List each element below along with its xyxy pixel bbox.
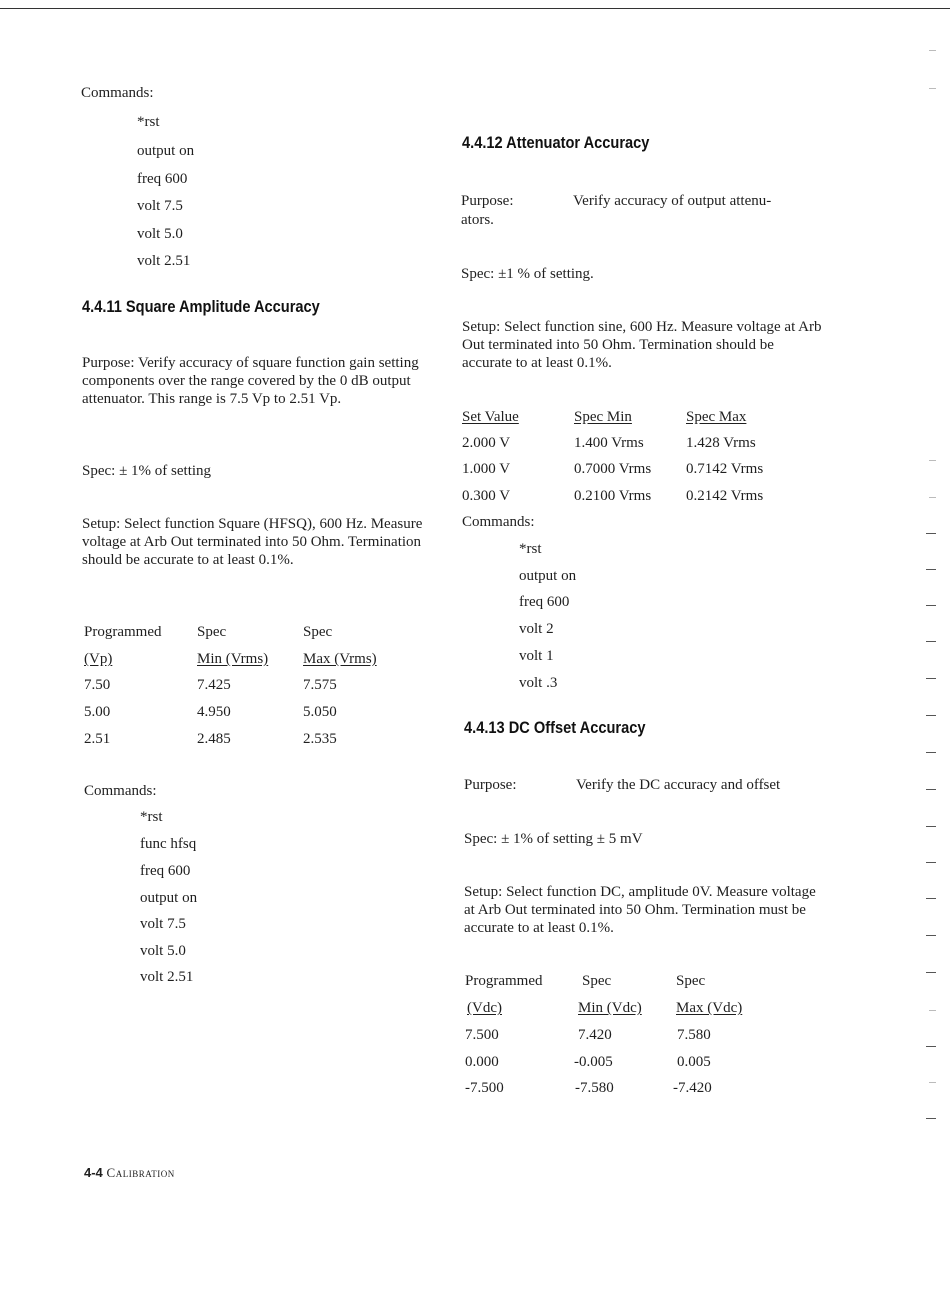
table-header: Min (Vdc) <box>578 1000 642 1016</box>
spec-line: Spec: ±1 % of setting. <box>461 266 594 282</box>
section-heading: 4.4.13 DC Offset Accuracy <box>464 718 646 737</box>
command-item: volt 2.51 <box>140 969 194 985</box>
command-item: volt 2 <box>519 621 554 637</box>
footer-section-title: Calibration <box>106 1165 175 1180</box>
table-header: Max (Vrms) <box>303 651 377 667</box>
margin-tick <box>929 497 936 498</box>
table-cell: 0.300 V <box>462 488 511 504</box>
spec-line: Spec: ± 1% of setting <box>82 463 212 479</box>
table-cell: 0.005 <box>677 1054 711 1070</box>
command-item: volt 1 <box>519 648 554 664</box>
table-header: Spec Min <box>574 409 632 425</box>
command-item: freq 600 <box>140 863 191 879</box>
table-cell: 7.420 <box>578 1027 612 1043</box>
margin-tick <box>926 678 936 679</box>
margin-tick <box>926 898 936 899</box>
margin-tick <box>926 972 936 973</box>
table-cell: 2.485 <box>197 731 231 747</box>
table-cell: 0.2100 Vrms <box>574 488 652 504</box>
table-cell: -0.005 <box>574 1054 613 1070</box>
command-item: output on <box>519 568 577 584</box>
purpose-paragraph: Purpose: Verify accuracy of square function gain setting components over the range covered by the 0 dB output attenuator. This range is 7.5 Vp to 2.51 Vp. <box>82 355 419 408</box>
table-cell: 1.428 Vrms <box>686 435 756 451</box>
margin-tick <box>926 935 936 936</box>
purpose-text: ators. <box>461 212 494 228</box>
command-item: output on <box>137 143 195 159</box>
command-item: *rst <box>137 114 160 130</box>
command-item: freq 600 <box>137 171 188 187</box>
setup-paragraph: Setup: Select function DC, amplitude 0V. Measure voltage at Arb Out terminated into 50 Ohm. Termination must be accurate to at least 0.1%. <box>464 884 816 937</box>
margin-tick <box>926 641 936 642</box>
setup-paragraph: Setup: Select function Square (HFSQ), 600 Hz. Measure voltage at Arb Out terminated into 50 Ohm. Termination should be accurate to at least 0.1%. <box>82 516 423 569</box>
spec-line: Spec: ± 1% of setting ± 5 mV <box>464 831 643 847</box>
table-cell: 5.050 <box>303 704 337 720</box>
table-cell: -7.500 <box>465 1080 504 1096</box>
commands-label: Commands: <box>462 514 535 530</box>
page-number: 4-4 <box>84 1165 103 1180</box>
margin-tick <box>929 88 936 89</box>
table-header: (Vp) <box>84 651 113 667</box>
table-header: Spec Max <box>686 409 747 425</box>
table-cell: 0.7000 Vrms <box>574 461 652 477</box>
purpose-label: Purpose: <box>464 777 517 793</box>
table-header: (Vdc) <box>467 1000 502 1016</box>
table-header: Max (Vdc) <box>676 1000 743 1016</box>
margin-tick <box>929 1082 936 1083</box>
margin-tick <box>926 752 936 753</box>
table-cell: 0.000 <box>465 1054 499 1070</box>
margin-tick <box>926 533 936 534</box>
table-header: Min (Vrms) <box>197 651 269 667</box>
table-cell: 2.51 <box>84 731 111 747</box>
table-cell: 0.7142 Vrms <box>686 461 764 477</box>
commands-label: Commands: <box>81 85 154 101</box>
purpose-text: Verify accuracy of output attenu- <box>573 193 772 209</box>
section-heading: 4.4.11 Square Amplitude Accuracy <box>82 297 320 316</box>
margin-tick <box>926 605 936 606</box>
command-item: volt 7.5 <box>140 916 186 932</box>
margin-tick <box>926 826 936 827</box>
command-item: volt 5.0 <box>137 226 183 242</box>
section-heading: 4.4.12 Attenuator Accuracy <box>462 133 650 152</box>
margin-tick <box>926 862 936 863</box>
command-item: volt 5.0 <box>140 943 186 959</box>
table-cell: 2.000 V <box>462 435 511 451</box>
commands-label: Commands: <box>84 783 157 799</box>
table-header: Programmed <box>84 624 162 640</box>
table-cell: 4.950 <box>197 704 231 720</box>
table-header: Spec <box>582 973 612 989</box>
table-cell: 7.580 <box>677 1027 711 1043</box>
table-cell: 7.50 <box>84 677 111 693</box>
command-item: volt .3 <box>519 675 558 691</box>
table-cell: 7.425 <box>197 677 231 693</box>
table-header: Spec <box>197 624 227 640</box>
purpose-label: Purpose: <box>461 193 514 209</box>
table-cell: -7.580 <box>575 1080 614 1096</box>
margin-tick <box>929 460 936 461</box>
table-cell: -7.420 <box>673 1080 712 1096</box>
table-header: Set Value <box>462 409 519 425</box>
table-cell: 7.575 <box>303 677 337 693</box>
margin-tick <box>926 1046 936 1047</box>
table-header: Spec <box>676 973 706 989</box>
margin-tick <box>926 1118 936 1119</box>
table-cell: 0.2142 Vrms <box>686 488 764 504</box>
margin-tick <box>926 789 936 790</box>
margin-tick <box>929 50 936 51</box>
command-item: *rst <box>519 541 542 557</box>
command-item: freq 600 <box>519 594 570 610</box>
margin-tick <box>929 1010 936 1011</box>
purpose-text: Verify the DC accuracy and offset <box>576 777 781 793</box>
command-item: volt 7.5 <box>137 198 183 214</box>
table-cell: 7.500 <box>465 1027 499 1043</box>
table-cell: 5.00 <box>84 704 111 720</box>
table-cell: 1.000 V <box>462 461 511 477</box>
command-item: *rst <box>140 809 163 825</box>
margin-tick <box>926 569 936 570</box>
table-cell: 2.535 <box>303 731 337 747</box>
command-item: func hfsq <box>140 836 197 852</box>
margin-tick <box>926 715 936 716</box>
command-item: volt 2.51 <box>137 253 191 269</box>
setup-paragraph: Setup: Select function sine, 600 Hz. Measure voltage at Arb Out terminated into 50 Ohm. Termination should be accurate to at least 0.1%. <box>462 319 822 372</box>
top-rule <box>0 8 950 9</box>
table-header: Programmed <box>465 973 543 989</box>
page-footer <box>84 1164 175 1182</box>
table-cell: 1.400 Vrms <box>574 435 644 451</box>
command-item: output on <box>140 890 198 906</box>
table-header: Spec <box>303 624 333 640</box>
